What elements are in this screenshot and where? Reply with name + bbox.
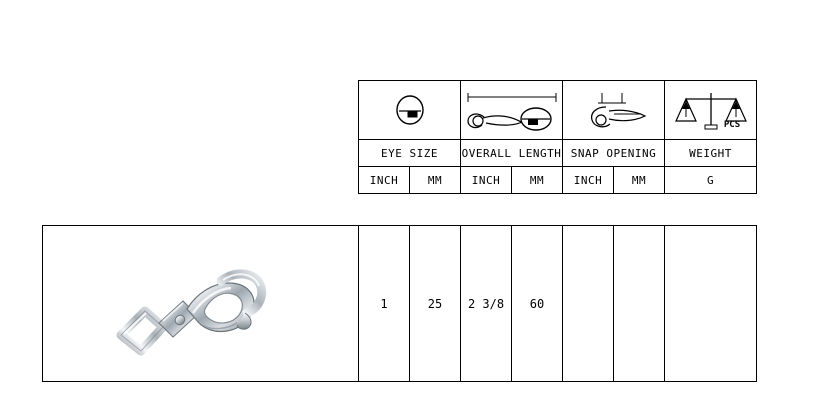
weight-label: WEIGHT [665, 140, 757, 167]
overall-length-icon [461, 81, 563, 140]
spec-header-table [358, 80, 757, 194]
cell-overall-length-mm: 60 [512, 226, 563, 382]
cell-snap-opening-inch [563, 226, 614, 382]
spec-icon-row [359, 81, 757, 140]
eye-size-unit-inch: INCH [359, 167, 410, 194]
weight-scale-icon [665, 81, 757, 140]
snap-opening-label: SNAP OPENING [563, 140, 665, 167]
swivel-snap-hook-photo [101, 239, 301, 369]
spec-unit-row [359, 167, 757, 194]
spec-label-row [359, 140, 757, 167]
weight-unit-g: G [665, 167, 757, 194]
eye-size-label: EYE SIZE [359, 140, 461, 167]
cell-eye-size-mm: 25 [410, 226, 461, 382]
overall-length-unit-inch: INCH [461, 167, 512, 194]
weight-icon-pcs-label: PCS [723, 120, 740, 130]
cell-overall-length-inch: 2 3/8 [461, 226, 512, 382]
product-table [42, 225, 757, 382]
eye-size-unit-mm: MM [410, 167, 461, 194]
snap-opening-unit-inch: INCH [563, 167, 614, 194]
overall-length-unit-mm: MM [512, 167, 563, 194]
table-row [43, 226, 757, 382]
eye-size-icon [359, 81, 461, 140]
overall-length-label: OVERALL LENGTH [461, 140, 563, 167]
cell-snap-opening-mm [614, 226, 665, 382]
snap-opening-icon [563, 81, 665, 140]
cell-weight-g [665, 226, 757, 382]
snap-opening-unit-mm: MM [614, 167, 665, 194]
cell-eye-size-inch: 1 [359, 226, 410, 382]
product-image-cell [43, 226, 359, 382]
